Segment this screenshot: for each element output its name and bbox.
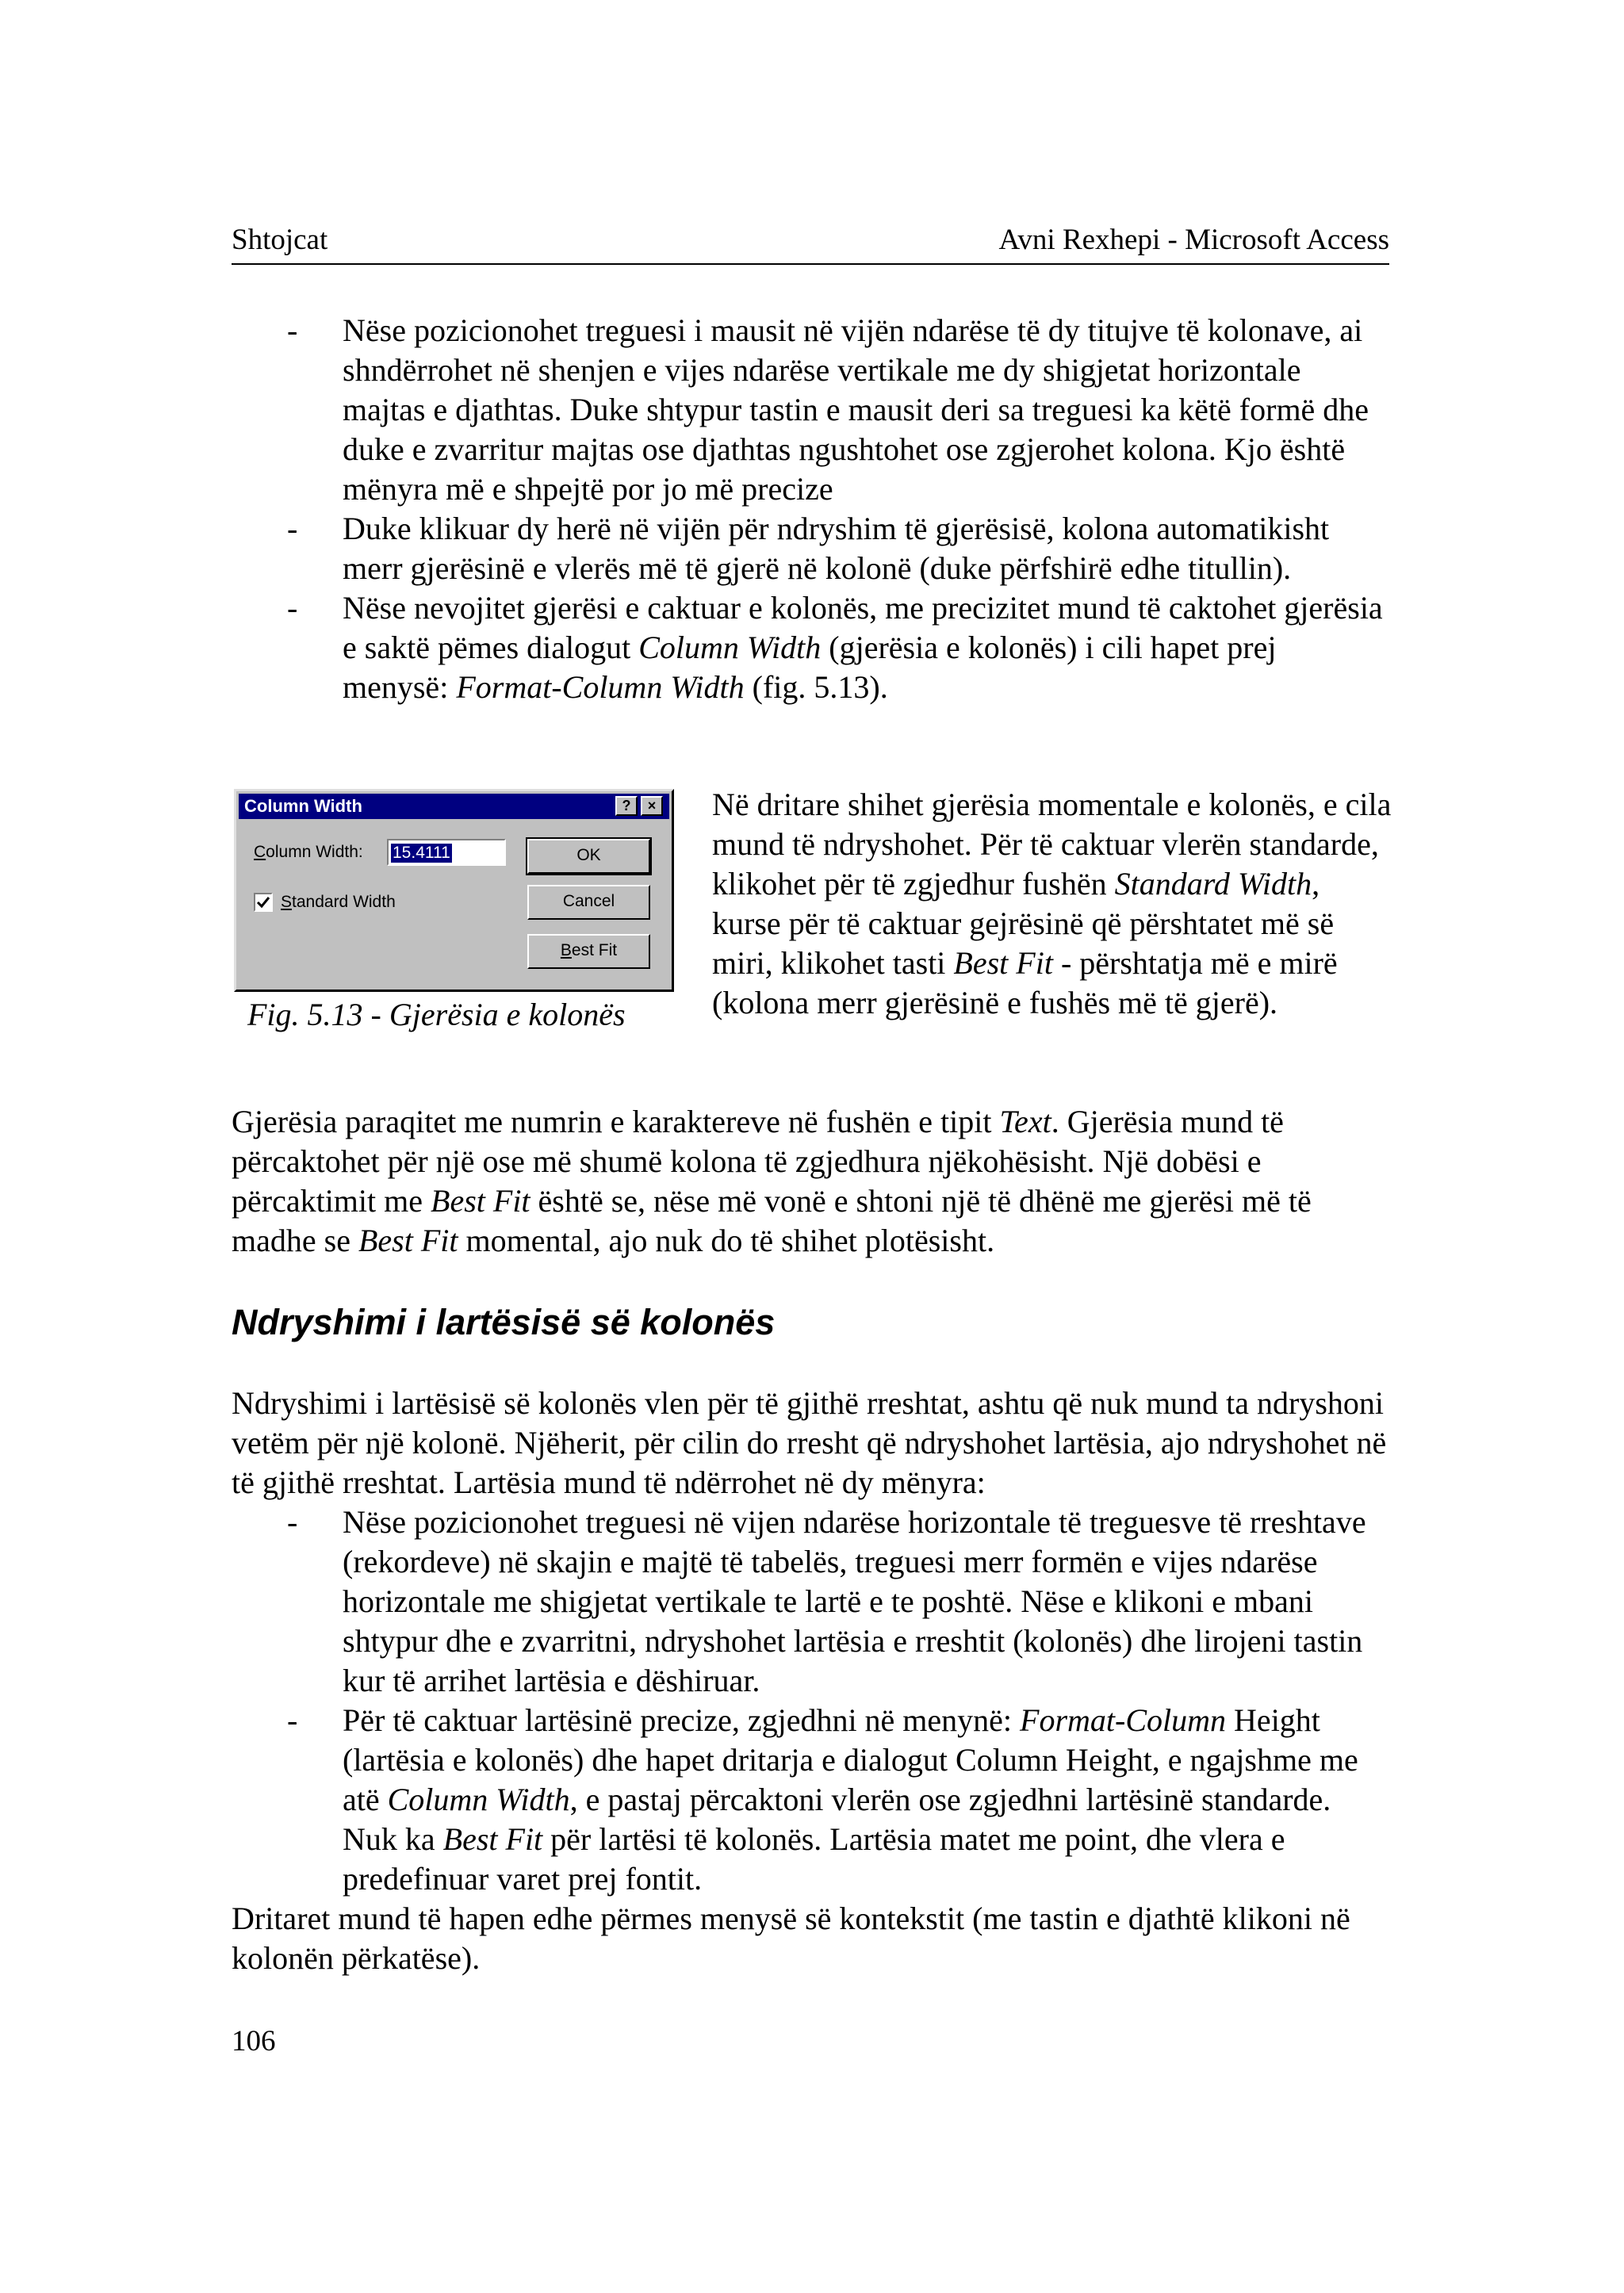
figure-caption: Fig. 5.13 - Gjerësia e kolonës xyxy=(247,997,626,1032)
bullet-dash: - xyxy=(287,511,298,546)
column-width-input[interactable] xyxy=(387,839,506,866)
bullet-item xyxy=(232,1701,1389,1899)
standard-width-label: Standard Width xyxy=(281,893,396,911)
text-run-italic: Format-Column xyxy=(1020,1702,1227,1738)
checkmark-icon xyxy=(255,894,271,910)
text-run: , e pastaj përcaktoni vlerën ose zgjedhni lartësinë standarde. Nuk ka xyxy=(343,1782,1331,1857)
bullet-list-column-width xyxy=(232,311,1389,707)
standard-width-checkbox[interactable] xyxy=(254,893,273,912)
text-run: , kurse për të caktuar gejrësinë që përshtatet më së miri, klikohet tasti xyxy=(712,866,1335,981)
text-run: Në dritare shihet gjerësia momentale e kolonës, e cila mund të ndryshohet. Për të caktuar vlerën standarde, klikohet për të zgjedhur fushën xyxy=(712,787,1392,902)
text-run: (gjerësia e kolonës) i cili hapet prej menysë: xyxy=(343,630,1277,705)
dialog-title: Column Width xyxy=(244,796,362,816)
text-run-italic: Best Fit xyxy=(442,1821,543,1857)
section-heading: Ndryshimi i lartësisë së kolonës xyxy=(232,1302,776,1342)
text-run: Dritaret mund të hapen edhe përmes menysë së kontekstit (me tastin e djathtë klikoni në kolonën përkatëse). xyxy=(232,1901,1350,1976)
text-run-italic: Best Fit xyxy=(953,945,1053,981)
text-run: është se, nëse më vonë e shtoni një të dhënë me gjerësi më të madhe se xyxy=(232,1183,1312,1258)
cancel-button[interactable]: Cancel xyxy=(527,885,650,920)
text-run: Nëse nevojitet gjerësi e caktuar e kolonës, me precizitet mund të caktohet gjerësia e saktë pëmes dialogut xyxy=(343,590,1383,665)
bullet-dash: - xyxy=(287,590,298,626)
column-width-label: Column Width: xyxy=(254,843,363,861)
dialog-titlebar xyxy=(239,794,669,819)
running-header xyxy=(232,224,1389,265)
paragraph-height-intro xyxy=(232,1384,1389,1503)
text-run: - përshtatja më e mirë (kolona merr gjerësinë e fushës më të gjerë). xyxy=(712,945,1338,1020)
accelerator-key: S xyxy=(281,893,293,911)
bullet-list-column-height xyxy=(232,1503,1389,1899)
header-chapter: Shtojcat xyxy=(232,224,328,256)
best-fit-button[interactable]: Best Fit xyxy=(527,934,650,969)
bullet-item xyxy=(232,1503,1389,1701)
text-run: (fig. 5.13). xyxy=(744,669,888,705)
bullet-dash: - xyxy=(287,1504,298,1540)
ok-button[interactable]: OK xyxy=(527,839,650,874)
close-button[interactable]: × xyxy=(641,796,663,816)
text-run-italic: Best Fit xyxy=(431,1183,530,1219)
accelerator-key: B xyxy=(560,941,572,959)
text-run: Nëse pozicionohet treguesi në vijen ndarëse horizontale të treguesve të rreshtave (rekordeve) në skajin e majtë të tabelës, treguesi merr formën e vijes ndarëse horizontale me shigjetat vertikale te lartë e te poshtë. Nëse e klikoni e mbani shtypur dhe e zvarritni, ndryshohet lartësia e rreshtit (kolonës) dhe lirojeni tastin kur të arrihet lartësia e dëshiruar. xyxy=(343,1504,1366,1698)
paragraph-width-note xyxy=(232,1102,1389,1261)
bullet-item xyxy=(232,588,1389,707)
header-book-title: Avni Rexhepi - Microsoft Access xyxy=(998,224,1389,256)
text-run: momental, ajo nuk do të shihet plotësisht. xyxy=(458,1223,995,1258)
paragraph-context-menu xyxy=(232,1899,1389,1978)
page-number: 106 xyxy=(232,2025,276,2058)
text-run: për lartësi të kolonës. Lartësia matet me point, dhe vlera e predefinuar varet prej fontit. xyxy=(343,1821,1285,1897)
text-run-italic: Column Width xyxy=(638,630,822,665)
column-width-dialog xyxy=(234,789,674,992)
help-button[interactable]: ? xyxy=(615,796,638,816)
bullet-dash: - xyxy=(287,312,298,348)
bullet-item xyxy=(232,509,1389,588)
bullet-dash: - xyxy=(287,1702,298,1738)
bullet-item xyxy=(232,311,1389,509)
text-run: . Gjerësia mund të përcaktohet për një ose më shumë kolona të zgjedhura njëkohësisht. Një dobësi e përcaktimit me xyxy=(232,1104,1284,1219)
text-run: Height (lartësia e kolonës) dhe hapet dritarja e dialogut Column Height, e ngajshme me atë xyxy=(343,1702,1358,1817)
text-run-italic: Column Width xyxy=(387,1782,570,1817)
text-run-italic: Text xyxy=(999,1104,1051,1139)
accelerator-key: C xyxy=(254,843,266,861)
text-run-italic: Best Fit xyxy=(358,1223,458,1258)
text-run: Për të caktuar lartësinë precize, zgjedhni në menynë: xyxy=(343,1702,1021,1738)
figure-side-paragraph xyxy=(712,785,1394,1023)
text-run: Nëse pozicionohet treguesi i mausit në vijën ndarëse të dy titujve të kolonave, ai shndërrohet në shenjen e vijes ndarëse vertikale me dy shigjetat horizontale majtas e djathtas. Duke shtypur tastin e mausit deri sa treguesi ka këtë formë dhe duke e zvarritur majtas ose djathtas ngushtohet ose zgjerohet kolona. Kjo është mënyra më e shpejtë por jo më precize xyxy=(343,312,1369,507)
text-run: Duke klikuar dy herë në vijën për ndryshim të gjerësisë, kolona automatikisht merr gjerësinë e vlerës më të gjerë në kolonë (duke përfshirë edhe titullin). xyxy=(343,511,1330,586)
column-width-value: 15.4111 xyxy=(393,844,450,862)
text-run: Gjerësia paraqitet me numrin e karaktereve në fushën e tipit xyxy=(232,1104,1000,1139)
text-run: Ndryshimi i lartësisë së kolonës vlen për të gjithë rreshtat, ashtu që nuk mund ta ndryshoni vetëm për një kolonë. Njëherit, për cilin do rresht që ndryshohet lartësia, ajo ndryshohet në të gjithë rreshtat. Lartësia mund të ndërrohet në dy mënyra: xyxy=(232,1385,1387,1500)
text-run-italic: Format-Column Width xyxy=(456,669,745,705)
text-run-italic: Standard Width xyxy=(1114,866,1312,902)
